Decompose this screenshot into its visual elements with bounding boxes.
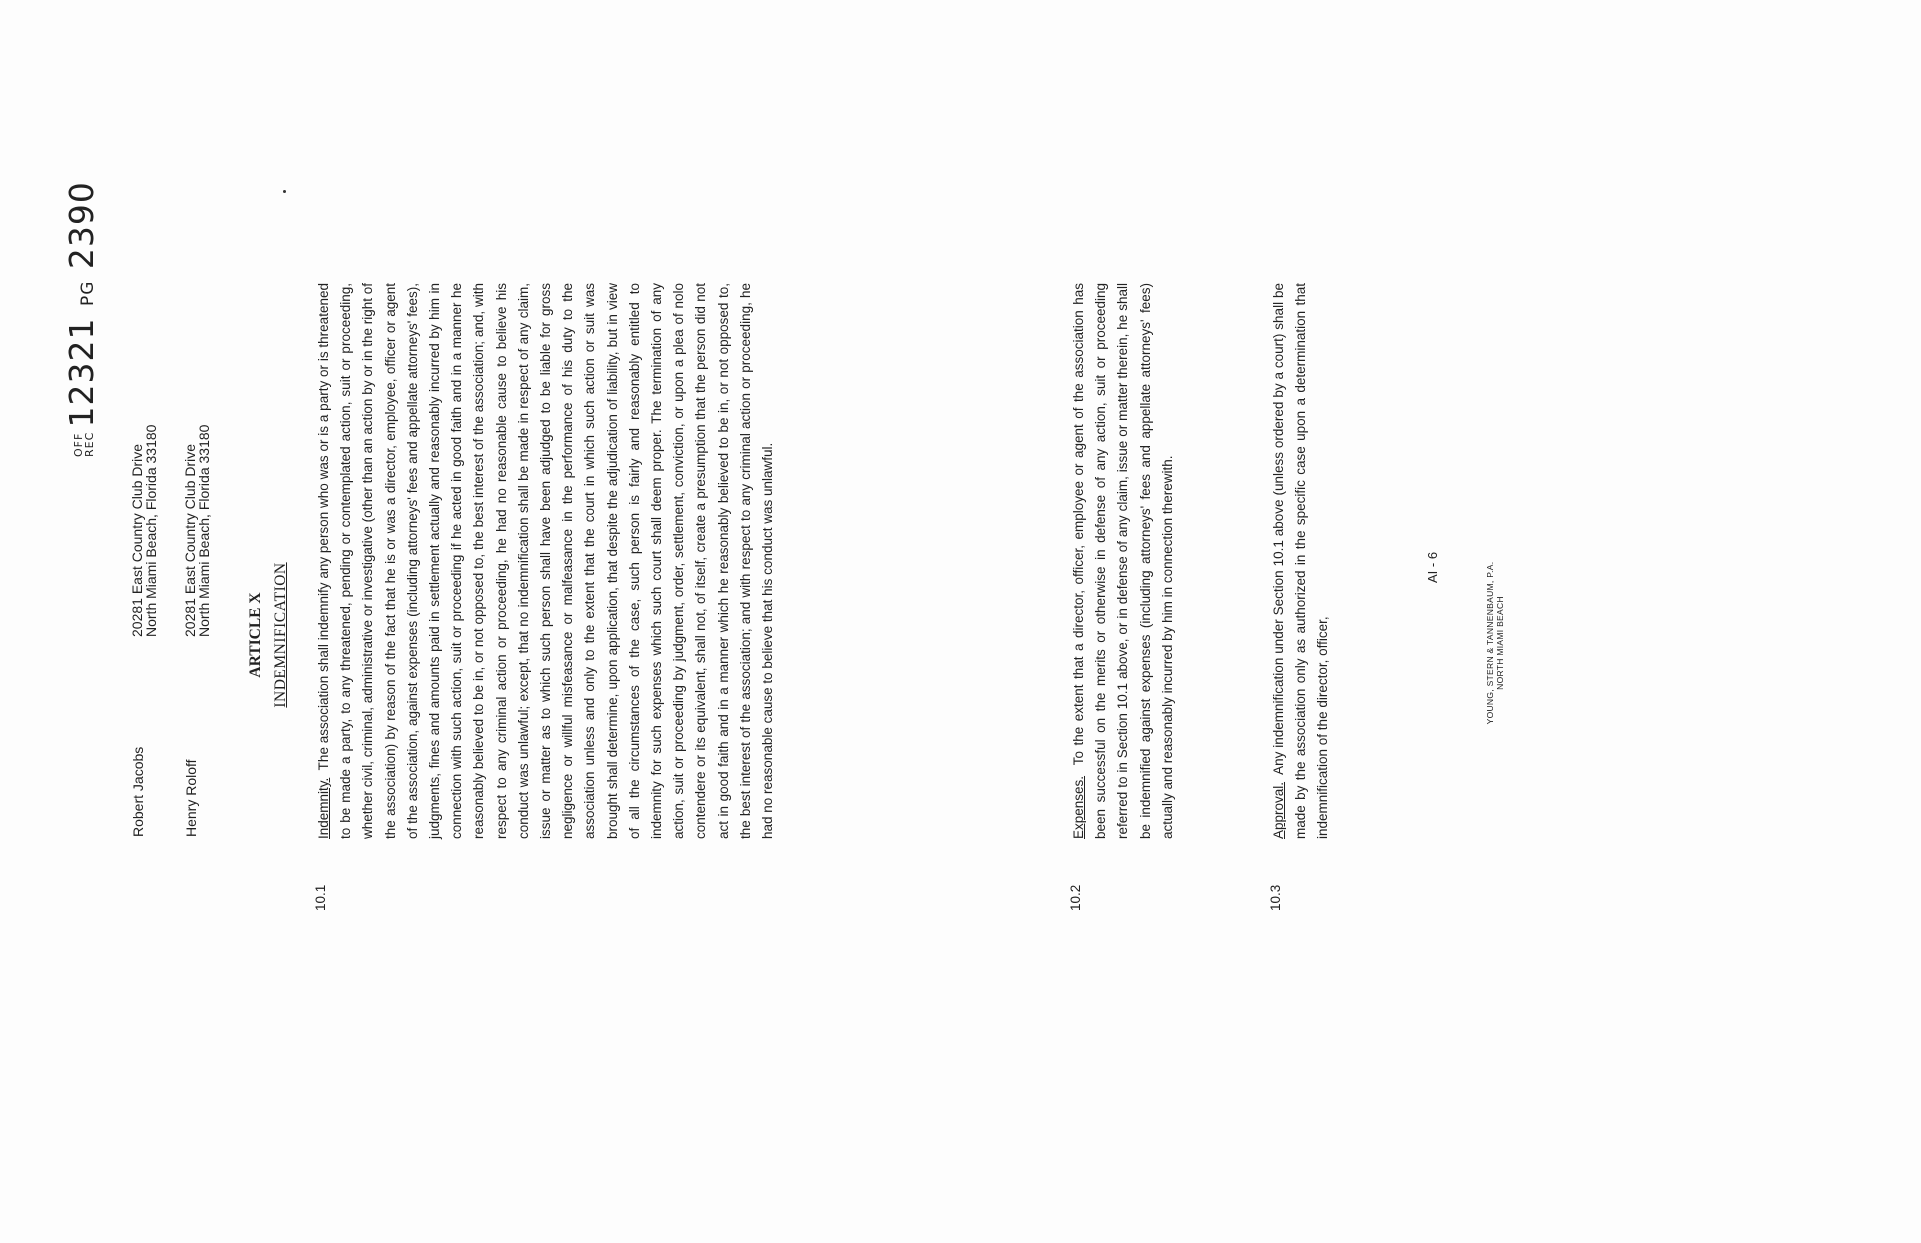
- recording-prefix-bottom: REC: [82, 431, 96, 457]
- member-address-line1: 20281 East Country Club Drive: [129, 444, 145, 637]
- section-heading: Expenses.: [1071, 775, 1086, 839]
- article-title: ARTICLE X: [247, 592, 264, 678]
- member-address-line2: North Miami Beach, Florida 33180: [143, 424, 159, 637]
- firm-footer: [1485, 543, 1505, 743]
- member-address-line2: North Miami Beach, Florida 33180: [196, 424, 212, 637]
- member-address-line1: 20281 East Country Club Drive: [182, 444, 198, 637]
- section-number: 10.3: [1268, 884, 1283, 911]
- member-name: Henry Roloff: [183, 759, 199, 837]
- member-address: [183, 425, 211, 637]
- recording-pg-label: PG: [78, 280, 98, 307]
- section-text: To the extent that a director, officer, employee or agent of the association has been successful on the merits or otherwise in defense of any action, suit or proceeding referred to in Section 10.1 above, or in defense of any claim, issue or matter therein, he shall be indemnified against expenses (including attorneys' fees and appellate attorneys' fees) actually and reasonably incurred by him in connection therewith.: [1071, 283, 1175, 839]
- recording-page: 2390: [62, 181, 101, 270]
- section-text: Any indemnification under Section 10.1 above (unless ordered by a court) shall be made by the association only as authorized in the specific case upon a determination that indemnification of the director, officer,: [1271, 283, 1331, 839]
- section-text: The association shall indemnify any person who was or is a party or is threatened to be made a party, to any threatened, pending or contemplated action, suit or proceeding, whether civil, criminal, administrative or investigative (other than an action by or in the right of the association) by reason of the fact that he is or was a director, employee, officer or agent of the association, against expenses (including attorneys' fees and appellate attorneys' fees), judgments, fines and amounts paid in settlement actually and reasonably incurred by him in connection with such action, suit or proceeding if he acted in good faith and in a manner he reasonably believed to be in, or not opposed to, the best interest of the association; and, with respect to any criminal action or proceeding, he had no reasonable cause to believe his conduct was unlawful; except, that no indemnification shall be made in respect of any claim, issue or matter as to which such person shall have been adjudged to be liable for gross negligence or willful misfeasance or malfeasance in the performance of his duty to the association unless and only to the extent that the court in which such action or suit was brought shall determine, upon application, that despite the adjudication of liability, but in view of all the circumstances of the case, such person is fairly and reasonably entitled to indemnity for such expenses which such court shall deem proper. The termination of any action, suit or proceeding by judgment, order, settlement, conviction, or upon a plea of nolo contendere or its equivalent, shall not, of itself, create a presumption that the person did not act in good faith and in a manner which he reasonably believed to be in, or not opposed to, the best interest of the association; and with respect to any criminal action or proceeding, he had no reasonable cause to believe that his conduct was unlawful.: [316, 282, 776, 839]
- footer-city: NORTH MIAMI BEACH: [1495, 596, 1505, 690]
- member-name: Robert Jacobs: [130, 746, 146, 837]
- recording-prefix-top: OFF: [71, 432, 85, 457]
- section-heading: Approval.: [1271, 781, 1286, 839]
- recording-book: 12321: [62, 317, 101, 428]
- member-address: [130, 425, 158, 637]
- section-number: 10.2: [1068, 884, 1083, 911]
- page-number: AI - 6: [1425, 551, 1440, 583]
- section-paragraph: [1268, 283, 1335, 839]
- recording-stamp: [62, 181, 101, 457]
- article-subtitle: INDEMNIFICATION: [272, 562, 289, 708]
- footer-firm: YOUNG, STERN & TANNENBAUM, P.A.: [1485, 561, 1495, 725]
- scan-speck: [283, 190, 286, 193]
- section-number: 10.1: [313, 884, 328, 911]
- section-paragraph: [313, 283, 779, 839]
- section-paragraph: [1068, 283, 1179, 839]
- recording-prefix: [71, 431, 96, 457]
- section-heading: Indemnity.: [316, 777, 331, 839]
